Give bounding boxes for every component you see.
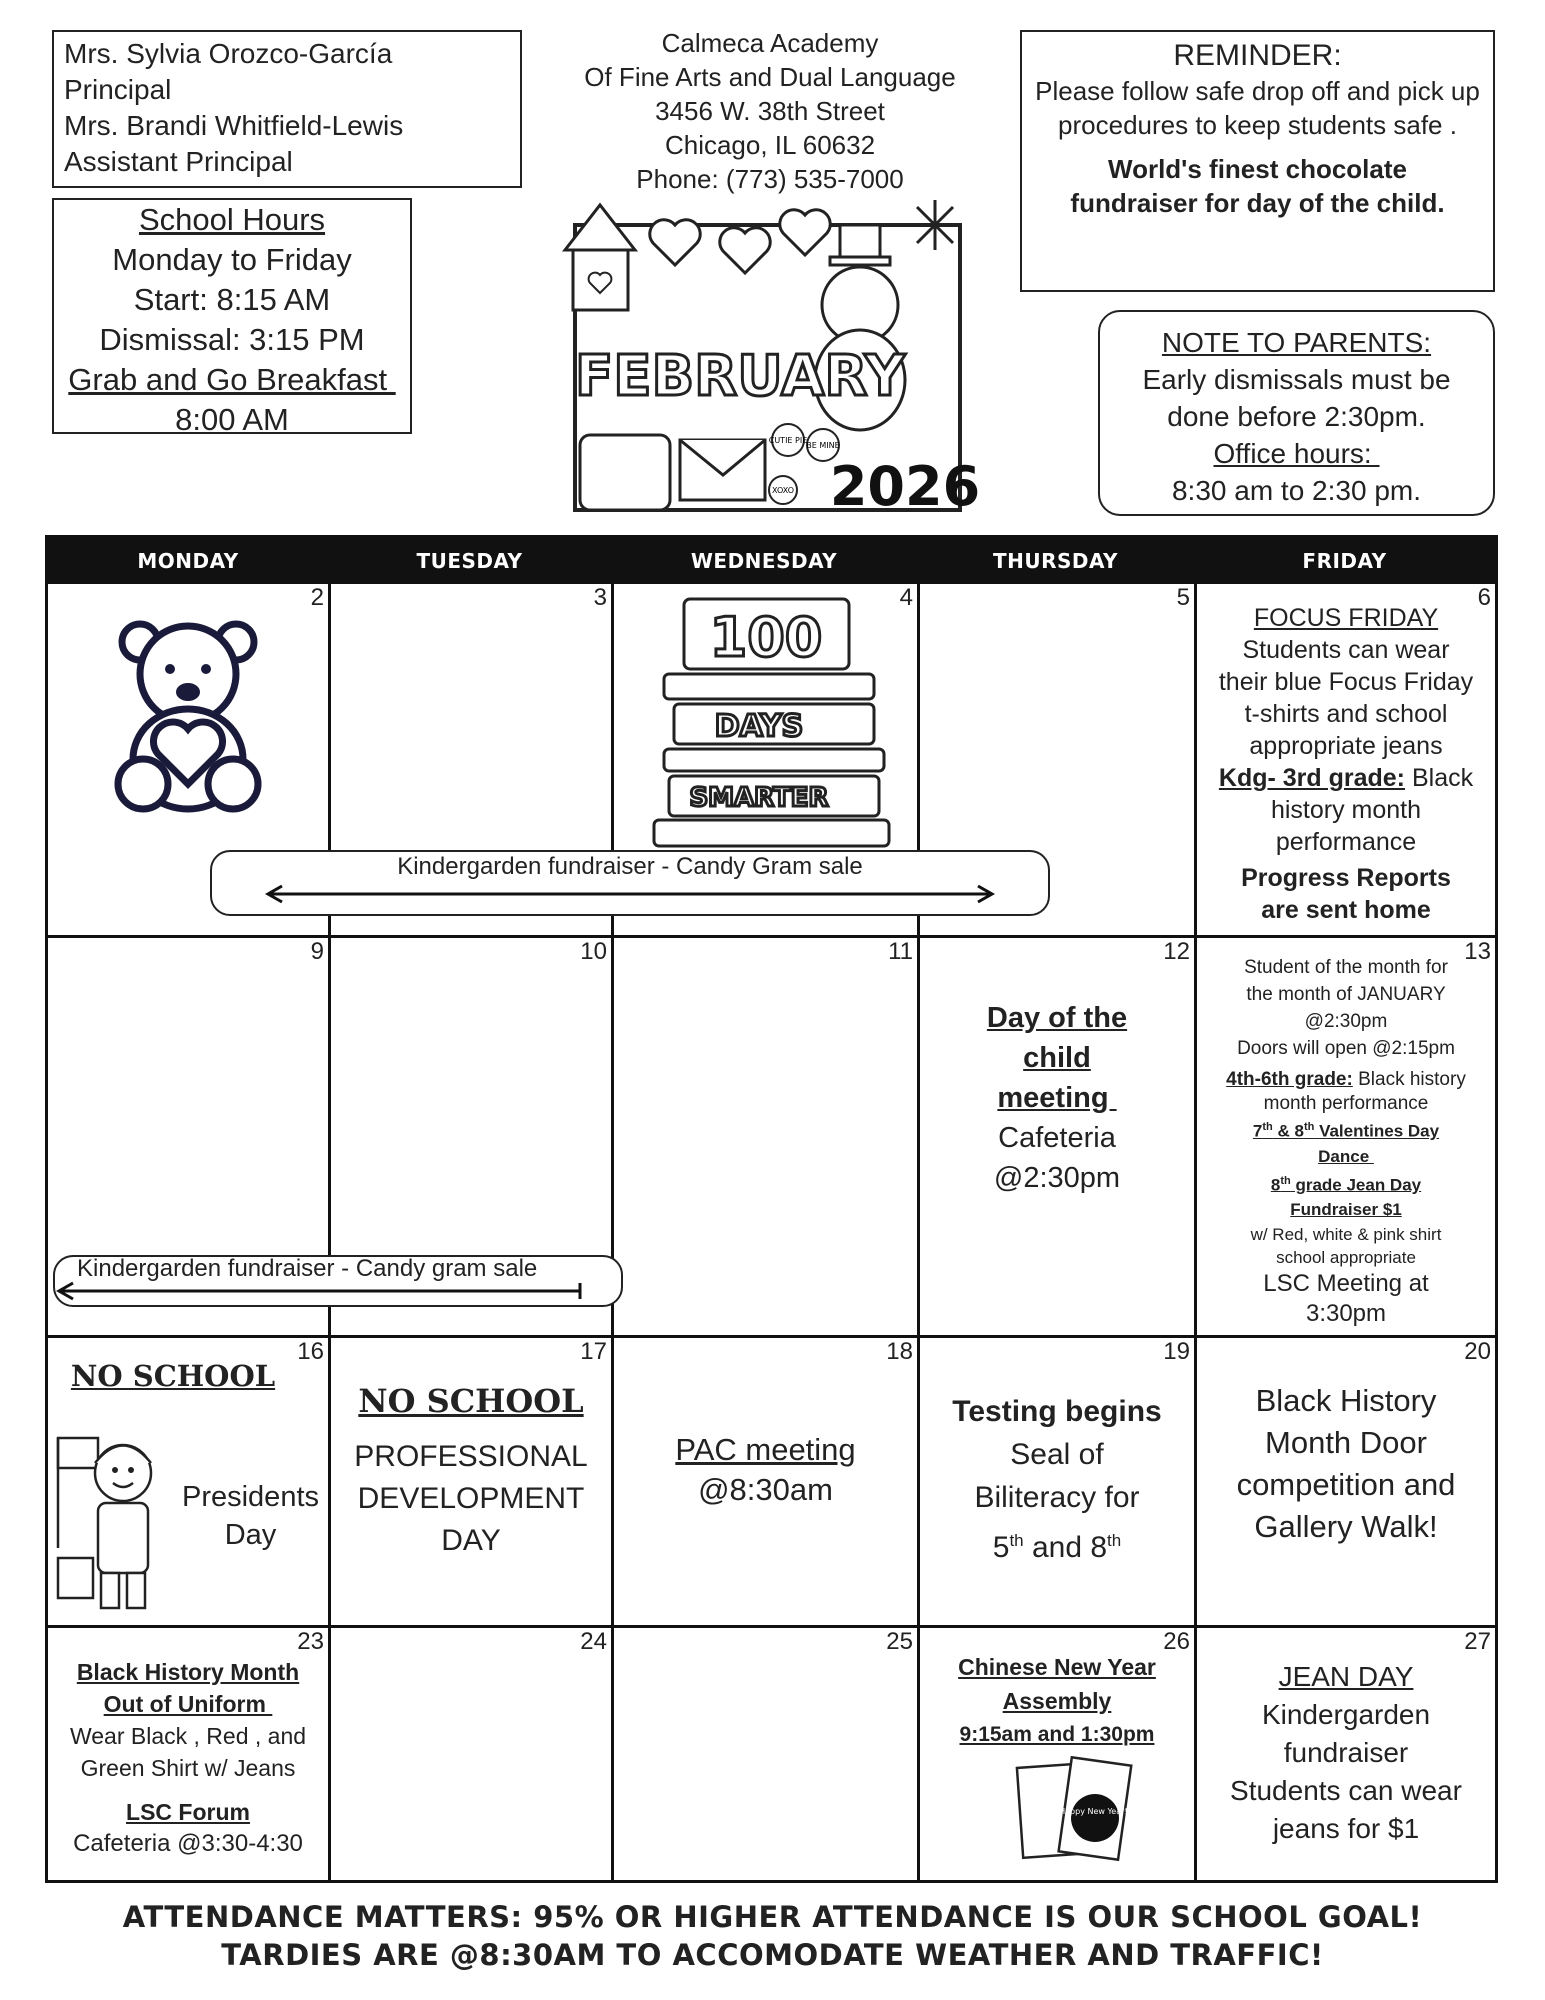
pd-line-1: PROFESSIONAL <box>354 1440 588 1473</box>
assistant-principal-name: Mrs. Brandi Whitfield-Lewis <box>64 110 404 141</box>
focus-friday-line: t-shirts and school <box>1244 700 1448 728</box>
day-cell-16 <box>48 1338 331 1628</box>
lsc-meeting-time: 3:30pm <box>1305 1300 1387 1328</box>
jean-day-line-2: fundraiser <box>1283 1737 1409 1768</box>
school-appropriate-line: school appropriate <box>1276 1248 1416 1268</box>
valentines-dance-line <box>1197 1115 1495 1144</box>
grade-4-6-text-2: month performance <box>1263 1093 1429 1114</box>
chocolate-fundraiser: World's finest chocolate fundraiser for day of the child. <box>1070 154 1445 218</box>
day-cell-11 <box>614 938 920 1338</box>
grade-4-6-text: Black history <box>1352 1069 1466 1090</box>
uniform-line-2: Green Shirt w/ Jeans <box>80 1755 296 1781</box>
meeting-title-line: Day of the <box>986 1002 1128 1034</box>
candy-gram-text-2: Kindergarden fundraiser - Candy gram sale <box>77 1255 538 1282</box>
jean-day-line-1: Kindergarden <box>1261 1699 1431 1730</box>
grade-5-sup: th <box>1009 1531 1024 1550</box>
jean-day-line-3: Students can wear <box>1230 1775 1462 1806</box>
student-of-month-line: the month of JANUARY <box>1246 984 1446 1005</box>
candy-heart-3: XOXO <box>771 486 795 495</box>
date-number: 19 <box>1163 1338 1190 1365</box>
seal-of: Seal of <box>1010 1438 1104 1471</box>
reminder-text: Please follow safe drop off and pick up procedures to keep students safe . <box>1035 76 1480 140</box>
note-to-parents-box <box>1098 310 1495 516</box>
doors-open-line: Doors will open @2:15pm <box>1237 1038 1455 1059</box>
date-number: 26 <box>1163 1628 1190 1655</box>
pd-line-3: DAY <box>441 1524 501 1557</box>
date-number: 12 <box>1163 938 1190 965</box>
meeting-location: Cafeteria <box>998 1122 1116 1154</box>
candy-heart-2: BE MINE <box>806 441 840 450</box>
pac-meeting-title: PAC meeting <box>675 1432 856 1467</box>
date-number: 20 <box>1464 1338 1491 1365</box>
valentines-7-sup: th <box>1262 1121 1273 1133</box>
progress-reports-line: are sent home <box>1261 896 1431 924</box>
jean-day-title: JEAN DAY <box>1278 1661 1414 1692</box>
black-history-uniform-event <box>48 1656 328 1860</box>
uniform-title-2: Out of Uniform <box>103 1691 273 1717</box>
focus-friday-event <box>1197 602 1495 926</box>
shirt-line: w/ Red, white & pink shirt <box>1250 1225 1442 1245</box>
valentines-8-sup: th <box>1303 1121 1315 1133</box>
jean-day-8: 8 <box>1270 1175 1281 1195</box>
header-friday: FRIDAY <box>1194 538 1495 584</box>
day-cell-20 <box>1197 1338 1495 1628</box>
date-number: 4 <box>899 584 913 611</box>
candy-heart-1: CUTIE PIE <box>768 436 808 445</box>
presidents-day-line-1: Presidents <box>181 1481 319 1513</box>
hearts-garland-icon <box>650 210 830 273</box>
lsc-forum-time: Cafeteria @3:30-4:30 <box>73 1830 303 1857</box>
kdg-3rd-grade-text: Black <box>1405 764 1474 792</box>
book-text-100: 100 <box>709 606 823 669</box>
february-banner <box>555 195 995 525</box>
cny-title-1: Chinese New Year <box>958 1654 1156 1680</box>
book-text-days: DAYS <box>714 709 804 744</box>
presidents-day-line-2: Day <box>224 1519 277 1551</box>
friday-13-events <box>1197 954 1495 1329</box>
lsc-meeting-line: LSC Meeting at <box>1263 1270 1429 1298</box>
school-info <box>560 26 980 196</box>
header-monday: MONDAY <box>48 538 328 584</box>
meeting-title-line: meeting <box>997 1082 1117 1114</box>
school-hours-box <box>52 198 412 437</box>
double-arrow-icon <box>260 884 1000 904</box>
breakfast-label: Grab and Go Breakfast <box>68 362 396 397</box>
envelope-icon <box>680 440 765 500</box>
office-hours-time: 8:30 am to 2:30 pm. <box>1171 475 1422 506</box>
focus-friday-title: FOCUS FRIDAY <box>1253 604 1439 632</box>
attendance-footer <box>0 1898 1545 1974</box>
testing-begins: Testing begins <box>952 1395 1162 1428</box>
performance-line: history month <box>1270 796 1422 824</box>
grade-8: and 8 <box>1023 1531 1108 1564</box>
progress-reports-line: Progress Reports <box>1241 864 1451 892</box>
banner-month: FEBRUARY <box>574 344 906 409</box>
date-number: 17 <box>580 1338 607 1365</box>
date-number: 24 <box>580 1628 607 1655</box>
date-number: 16 <box>297 1338 324 1365</box>
school-phone: Phone: (773) 535-7000 <box>636 164 904 194</box>
day-cell-13 <box>1197 938 1495 1338</box>
tardies-line: TARDIES ARE @8:30AM TO ACCOMODATE WEATHER AND TRAFFIC! <box>221 1938 1324 1972</box>
candy-gram-banner-week2 <box>53 1255 623 1307</box>
day-cell-19 <box>920 1338 1197 1628</box>
date-number: 25 <box>886 1628 913 1655</box>
kdg-3rd-grade-label: Kdg- 3rd grade: <box>1218 764 1406 792</box>
left-arrow-icon <box>55 1281 585 1301</box>
book-text-smarter: SMARTER <box>689 783 829 813</box>
date-number: 3 <box>593 584 607 611</box>
header-wednesday: WEDNESDAY <box>611 538 917 584</box>
grades-line <box>920 1519 1194 1569</box>
focus-friday-line: Students can wear <box>1242 636 1450 664</box>
pac-meeting-time: @8:30am <box>698 1472 833 1507</box>
valentines-7: 7 <box>1252 1121 1263 1141</box>
day-of-child-meeting <box>920 998 1194 1198</box>
date-number: 18 <box>886 1338 913 1365</box>
presidents-day <box>173 1478 328 1554</box>
pac-meeting-event <box>614 1430 917 1510</box>
president-washington-icon <box>53 1428 178 1618</box>
cny-times: 9:15am and 1:30pm <box>959 1723 1155 1746</box>
testing-event <box>920 1390 1194 1569</box>
meeting-title-line: child <box>1023 1042 1091 1074</box>
hours-start: Start: 8:15 AM <box>133 282 331 317</box>
date-number: 5 <box>1176 584 1190 611</box>
black-history-door-event <box>1197 1380 1495 1548</box>
note-text-2: done before 2:30pm. <box>1167 401 1426 432</box>
school-street: 3456 W. 38th Street <box>655 96 885 126</box>
focus-friday-line: appropriate jeans <box>1249 732 1443 760</box>
birdhouse-icon <box>565 205 635 310</box>
grade-5: 5 <box>992 1531 1010 1564</box>
pd-line-2: DEVELOPMENT <box>357 1482 585 1515</box>
principal-name: Mrs. Sylvia Orozco-García <box>64 38 393 69</box>
valentines-8: & 8 <box>1272 1121 1304 1141</box>
no-school-title-16: NO SCHOOL <box>70 1359 276 1393</box>
door-line-2: Month Door <box>1265 1425 1427 1460</box>
chinese-new-year-event <box>920 1650 1194 1752</box>
banner-year: 2026 <box>829 455 981 518</box>
assistant-principal-title: Assistant Principal <box>64 146 293 177</box>
note-text-1: Early dismissals must be <box>1142 364 1451 395</box>
candy-gram-text: Kindergarden fundraiser - Candy Gram sale <box>397 853 863 880</box>
date-number: 13 <box>1464 938 1491 965</box>
jean-day-text: grade Jean Day <box>1290 1175 1422 1195</box>
hours-dismissal: Dismissal: 3:15 PM <box>99 322 365 357</box>
day-cell-18 <box>614 1338 920 1628</box>
grade-4-6-label: 4th-6th grade: <box>1226 1069 1353 1090</box>
date-number: 2 <box>310 584 324 611</box>
school-name: Calmeca Academy <box>661 28 879 58</box>
day-cell-27 <box>1197 1628 1495 1880</box>
student-of-month-time: @2:30pm <box>1304 1011 1388 1032</box>
valentines-dance-word: Dance <box>1318 1146 1374 1166</box>
date-number: 27 <box>1464 1628 1491 1655</box>
valentines-text: Valentines Day <box>1314 1121 1440 1141</box>
school-subtitle: Of Fine Arts and Dual Language <box>584 62 956 92</box>
date-number: 11 <box>888 938 913 965</box>
jean-day-line-4: jeans for $1 <box>1272 1813 1420 1844</box>
reminder-box <box>1020 30 1495 292</box>
professional-development-event <box>331 1380 611 1562</box>
jean-day-event <box>1197 1658 1495 1848</box>
header-thursday: THURSDAY <box>917 538 1194 584</box>
candy-gram-banner-week1 <box>210 850 1050 916</box>
administration-box <box>52 30 522 188</box>
header-tuesday: TUESDAY <box>328 538 611 584</box>
uniform-line-1: Wear Black , Red , and <box>69 1723 307 1749</box>
february-calendar <box>45 535 1498 1883</box>
date-number: 9 <box>310 938 324 965</box>
note-title: NOTE TO PARENTS: <box>1161 327 1432 358</box>
day-cell-6 <box>1197 584 1495 938</box>
day-cell-24 <box>331 1628 614 1880</box>
jean-day-line <box>1197 1169 1495 1198</box>
books-stack-icon <box>629 594 899 849</box>
door-line-4: Gallery Walk! <box>1254 1509 1438 1544</box>
day-cell-26 <box>920 1628 1197 1880</box>
date-number: 6 <box>1477 584 1491 611</box>
no-school-title-17: NO SCHOOL <box>358 1382 584 1420</box>
uniform-title-1: Black History Month <box>76 1659 300 1685</box>
mailbox-icon <box>580 435 670 510</box>
day-cell-23 <box>48 1628 331 1880</box>
day-cell-17 <box>331 1338 614 1628</box>
grade-8-sup: th <box>1107 1531 1122 1550</box>
focus-friday-line: their blue Focus Friday <box>1218 668 1474 696</box>
principal-title: Principal <box>64 74 172 105</box>
day-cell-25 <box>614 1628 920 1880</box>
cny-title-2: Assembly <box>1002 1688 1112 1714</box>
performance-line: performance <box>1275 828 1417 856</box>
jean-day-sup: th <box>1280 1174 1291 1187</box>
meeting-time: @2:30pm <box>993 1162 1121 1194</box>
reminder-title: REMINDER: <box>1173 39 1342 72</box>
school-city: Chicago, IL 60632 <box>664 130 876 160</box>
biliteracy-for: Biliteracy for <box>974 1481 1140 1514</box>
jean-day-fundraiser: Fundraiser $1 <box>1290 1200 1402 1220</box>
snowflake-icon <box>910 200 960 250</box>
door-line-3: competition and <box>1236 1467 1456 1502</box>
date-number: 23 <box>297 1628 324 1655</box>
attendance-line: ATTENDANCE MATTERS: 95% OR HIGHER ATTENDANCE IS OUR SCHOOL GOAL! <box>122 1900 1423 1934</box>
student-of-month-line: Student of the month for <box>1244 957 1448 978</box>
lsc-forum-title: LSC Forum <box>126 1799 250 1825</box>
day-cell-12 <box>920 938 1197 1338</box>
door-line-1: Black History <box>1255 1383 1437 1418</box>
card-text: Happy New Year!! <box>1059 1807 1131 1816</box>
office-hours-label: Office hours: <box>1213 438 1380 469</box>
new-year-card-icon <box>1015 1756 1135 1866</box>
date-number: 10 <box>580 938 607 965</box>
teddy-bear-icon <box>108 614 268 814</box>
hours-days: Monday to Friday <box>112 242 352 277</box>
hours-title: School Hours <box>138 202 326 237</box>
breakfast-time: 8:00 AM <box>175 402 289 437</box>
